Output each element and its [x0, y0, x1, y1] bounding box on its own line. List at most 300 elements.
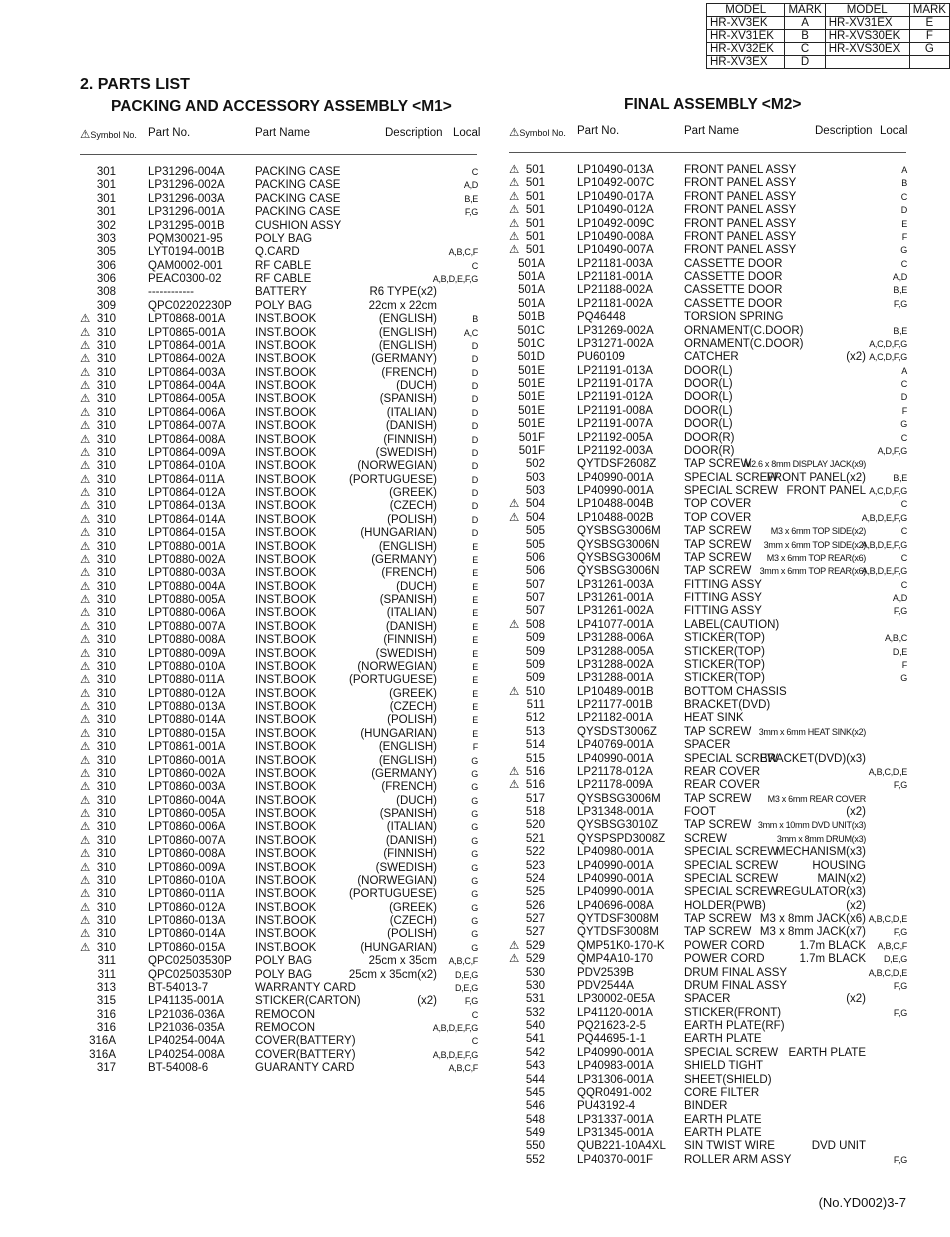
part-name-cell: INST.BOOK: [255, 326, 317, 339]
warning-icon: ⚠: [80, 888, 91, 901]
part-name-cell: DOOR(L): [684, 418, 733, 431]
table-row: [509, 271, 907, 284]
local-cell: E: [472, 648, 478, 659]
part-name-cell: DOOR(L): [684, 378, 733, 390]
part-name-cell: INST.BOOK: [255, 781, 317, 794]
table-row: [509, 378, 907, 391]
part-no-cell: LP21036-036A: [148, 1008, 225, 1021]
symbol-no-cell: 526: [525, 899, 545, 912]
symbol-no-cell: 311: [97, 968, 116, 981]
part-no-cell: LPT0860-004A: [148, 794, 226, 807]
symbol-no-cell: 310: [96, 834, 116, 847]
table-row: [80, 688, 478, 701]
part-name-cell: INST.BOOK: [255, 500, 317, 513]
description-cell: 3mm x 6mm HEAT SINK(x2): [758, 726, 866, 737]
symbol-no-cell: 509: [525, 632, 545, 645]
part-no-cell: QYSBSG3006M: [577, 792, 661, 805]
local-cell: D: [471, 447, 478, 458]
description-cell: 3mm x 6mm TOP REAR(x6): [759, 566, 866, 577]
part-no-cell: LPT0860-014A: [148, 928, 226, 941]
table-row: [80, 380, 478, 393]
symbol-no-cell: 531: [525, 993, 545, 1006]
local-cell: A: [901, 365, 907, 376]
part-no-cell: LP10488-002B: [577, 511, 654, 524]
warning-icon: ⚠: [509, 779, 520, 792]
local-cell: E: [472, 621, 478, 632]
part-name-cell: INST.BOOK: [255, 607, 317, 620]
table-row: [509, 913, 907, 926]
symbol-no-cell: 505: [525, 538, 545, 551]
local-cell: B,E: [464, 193, 478, 204]
local-cell: A,B,D,E,F,G: [861, 566, 907, 577]
warning-icon: ⚠: [509, 685, 520, 698]
local-cell: A,B,C: [884, 633, 907, 644]
table-row: [509, 231, 907, 244]
symbol-no-cell: 511: [526, 699, 545, 711]
part-no-cell: LP40254-008A: [148, 1048, 225, 1061]
description-cell: 3mm x 8mm DRUM(x3): [776, 833, 866, 844]
part-name-cell: INST.BOOK: [255, 473, 317, 486]
description-cell: (GERMANY): [371, 353, 437, 366]
local-cell: F,G: [893, 780, 907, 791]
symbol-no-cell: 501C: [517, 324, 545, 337]
symbol-no-cell: 310: [96, 915, 116, 927]
table-row: [509, 552, 907, 565]
warning-icon: ⚠: [509, 230, 520, 243]
model-cell: HR-XVS30EK: [825, 30, 909, 43]
part-name-cell: REAR COVER: [684, 779, 761, 792]
table-row: [80, 206, 478, 219]
description-cell: 25cm x 35cm(x2): [348, 968, 437, 981]
symbol-no-cell: 310: [96, 339, 116, 352]
local-cell: C: [900, 258, 907, 269]
part-no-cell: LPT0864-014A: [148, 513, 226, 526]
part-name-cell: INST.BOOK: [255, 660, 317, 673]
table-row: [509, 498, 907, 511]
table-row: [509, 900, 907, 913]
symbol-no-cell: 501F: [518, 444, 545, 457]
table-row: [80, 474, 478, 487]
local-cell: A,D: [463, 180, 478, 191]
table-row: [80, 1049, 478, 1062]
local-cell: E: [472, 635, 478, 646]
warning-icon: ⚠: [80, 487, 91, 499]
part-name-cell: TAP SCREW: [684, 551, 752, 564]
symbol-no-cell: 501: [525, 177, 545, 190]
right-col-symbol: [509, 125, 566, 139]
table-row: [509, 1140, 907, 1153]
part-name-cell: REMOCON: [255, 1022, 316, 1034]
part-name-cell: LABEL(CAUTION): [684, 618, 780, 631]
local-cell: D: [471, 381, 478, 391]
part-name-cell: INST.BOOK: [255, 834, 317, 847]
part-name-cell: CATCHER: [684, 351, 739, 364]
local-cell: C: [900, 432, 907, 443]
part-no-cell: LPT0880-001A: [148, 540, 226, 553]
part-name-cell: INST.BOOK: [255, 701, 317, 713]
symbol-no-cell: 518: [525, 806, 545, 818]
part-no-cell: QYTDSF3008M: [577, 926, 659, 939]
warning-icon: ⚠: [80, 339, 91, 352]
description-cell: (CZECH): [389, 915, 437, 927]
part-name-cell: STICKER(FRONT): [684, 1006, 782, 1019]
symbol-no-cell: 310: [96, 660, 116, 673]
part-name-cell: PACKING CASE: [255, 166, 341, 178]
part-no-cell: LPT0860-015A: [148, 941, 226, 954]
warning-icon: ⚠: [80, 674, 91, 687]
symbol-no-cell: 501F: [518, 431, 545, 444]
local-cell: F: [472, 742, 478, 753]
table-row: [80, 447, 478, 460]
part-name-cell: SPECIAL SCREW: [684, 752, 779, 765]
model-mark-table: [706, 3, 950, 69]
warning-icon: ⚠: [509, 164, 520, 176]
symbol-no-cell: 502: [525, 458, 545, 471]
symbol-no-cell: 301: [96, 192, 116, 205]
description-cell: (PORTUGUESE): [349, 674, 437, 687]
symbol-no-cell: 310: [96, 594, 116, 606]
table-row: [80, 367, 478, 380]
symbol-no-cell: 310: [96, 460, 116, 473]
local-cell: D,E,G: [454, 982, 478, 993]
table-row: [509, 458, 907, 471]
left-col-partno: Part No.: [148, 127, 191, 139]
local-cell: A,C,D,F,G: [869, 486, 907, 496]
part-name-cell: TOP COVER: [684, 511, 752, 524]
local-cell: F: [901, 405, 907, 416]
table-row: [509, 432, 907, 445]
symbol-no-cell: 316: [96, 1022, 116, 1034]
left-header-rule: [80, 154, 477, 155]
table-row: [509, 806, 907, 819]
warning-icon: ⚠: [80, 580, 91, 593]
part-no-cell: LP31296-003A: [148, 192, 225, 205]
part-name-cell: TAP SCREW: [684, 926, 752, 939]
local-cell: G: [471, 929, 478, 940]
warning-icon: ⚠: [80, 567, 91, 580]
description-cell: FRONT PANEL: [786, 485, 866, 497]
table-row: [80, 755, 478, 768]
local-cell: A,B,D,E,F,G: [432, 274, 478, 284]
table-row: [509, 1074, 907, 1087]
part-no-cell: LP21036-035A: [148, 1022, 225, 1034]
description-cell: BRACKET(DVD)(x3): [759, 752, 866, 765]
part-name-cell: FOOT: [684, 806, 716, 818]
table-row: [80, 340, 478, 353]
symbol-no-cell: 543: [525, 1060, 545, 1073]
part-no-cell: LP31261-003A: [577, 578, 654, 591]
symbol-no-cell: 514: [525, 739, 545, 752]
local-cell: B: [472, 314, 478, 325]
table-row: [80, 621, 478, 634]
local-cell: G: [471, 889, 478, 900]
part-no-cell: LPT0880-010A: [148, 660, 226, 673]
part-no-cell: LP10490-013A: [577, 164, 654, 176]
part-name-cell: INST.BOOK: [255, 928, 317, 941]
table-row: [509, 819, 907, 832]
description-cell: (GREEK): [389, 901, 437, 914]
part-name-cell: INST.BOOK: [255, 794, 317, 807]
symbol-no-cell: 310: [96, 687, 116, 700]
table-row: [509, 779, 907, 792]
description-cell: (ENGLISH): [378, 326, 437, 339]
local-cell: C: [900, 579, 907, 590]
symbol-no-cell: 509: [525, 645, 545, 658]
symbol-no-cell: 501B: [518, 311, 545, 324]
part-name-cell: PACKING CASE: [255, 192, 341, 205]
symbol-no-cell: 310: [96, 888, 116, 901]
warning-icon: ⚠: [80, 313, 91, 326]
part-no-cell: LPT0860-002A: [148, 767, 226, 780]
part-name-cell: INST.BOOK: [255, 634, 317, 647]
part-name-cell: HOLDER(PWB): [684, 899, 766, 912]
table-row: [80, 434, 478, 447]
description-cell: MECHANISM(x3): [775, 846, 866, 859]
local-cell: C: [471, 260, 478, 271]
right-header-rule: [509, 152, 906, 153]
local-cell: D: [471, 434, 478, 445]
table-row: [80, 955, 478, 968]
description-cell: (SPANISH): [379, 393, 437, 406]
table-row: [80, 888, 478, 901]
symbol-no-cell: 501C: [517, 337, 545, 350]
local-cell: C: [471, 167, 478, 177]
table-row: [509, 204, 907, 217]
symbol-no-cell: 525: [525, 886, 545, 899]
part-name-cell: INST.BOOK: [255, 754, 317, 767]
table-row: [509, 605, 907, 618]
table-row: [80, 527, 478, 540]
part-name-cell: EARTH PLATE(RF): [684, 1020, 785, 1032]
symbol-no-cell: 507: [525, 592, 545, 604]
part-no-cell: ------------: [148, 286, 194, 299]
local-cell: D: [471, 340, 478, 351]
description-cell: M3 x 6mm TOP REAR(x6): [766, 552, 866, 563]
symbol-no-cell: 310: [96, 647, 116, 660]
description-cell: (CZECH): [389, 701, 437, 713]
part-name-cell: INST.BOOK: [255, 433, 317, 446]
warning-icon: ⚠: [80, 513, 91, 526]
part-no-cell: LPT0880-013A: [148, 701, 226, 713]
part-no-cell: LP40990-001A: [577, 872, 654, 885]
part-name-cell: INST.BOOK: [255, 339, 317, 352]
part-name-cell: FITTING ASSY: [684, 578, 762, 591]
local-cell: G: [900, 419, 907, 430]
warning-icon: ⚠: [509, 939, 520, 952]
table-row: [509, 1047, 907, 1060]
part-name-cell: DOOR(L): [684, 391, 733, 404]
description-cell: (SPANISH): [379, 808, 437, 820]
table-row: [80, 514, 478, 527]
table-row: [509, 485, 907, 498]
table-row: [509, 886, 907, 899]
symbol-no-cell: 310: [96, 741, 116, 754]
model-cell: HR-XVS30EX: [825, 43, 909, 56]
table-row: [80, 902, 478, 915]
symbol-no-cell: 310: [96, 446, 116, 459]
part-no-cell: LP40983-001A: [577, 1060, 654, 1073]
warning-icon: ⚠: [509, 177, 520, 190]
part-no-cell: PU60109: [577, 351, 625, 364]
part-no-cell: QPC02503530P: [148, 955, 232, 968]
part-no-cell: LP21191-008A: [577, 404, 653, 417]
table-row: [80, 313, 478, 326]
warning-icon: ⚠: [80, 393, 91, 406]
table-row: [80, 460, 478, 473]
local-cell: A,D,F,G: [877, 445, 907, 456]
part-name-cell: POLY BAG: [255, 232, 313, 245]
description-cell: (SWEDISH): [375, 446, 437, 459]
part-no-cell: LPT0864-010A: [148, 460, 226, 473]
right-col-partname: Part Name: [684, 125, 739, 137]
symbol-no-cell: 301: [96, 206, 116, 219]
symbol-no-cell: 530: [525, 979, 545, 992]
description-cell: (x2): [846, 993, 866, 1006]
part-name-cell: ROLLER ARM ASSY: [684, 1153, 792, 1166]
table-row: [509, 833, 907, 846]
table-row: [80, 233, 478, 246]
part-no-cell: PQM30021-95: [148, 232, 223, 245]
description-cell: (FRENCH): [381, 366, 437, 379]
part-no-cell: LPT0880-007A: [148, 620, 226, 633]
description-cell: (GREEK): [389, 687, 437, 700]
description-cell: (ENGLISH): [378, 339, 437, 352]
local-cell: A,B,C,D,E: [868, 766, 907, 777]
part-name-cell: WARRANTY CARD: [255, 981, 356, 994]
part-name-cell: TORSION SPRING: [684, 311, 784, 324]
part-no-cell: LP21191-017A: [577, 378, 653, 390]
local-cell: E: [472, 554, 478, 565]
table-row: [80, 1022, 478, 1035]
table-row: [509, 164, 907, 177]
symbol-no-cell: 310: [96, 808, 116, 820]
table-row: [80, 969, 478, 982]
symbol-no-cell: 501: [525, 164, 545, 176]
warning-icon: ⚠: [80, 634, 91, 647]
part-no-cell: LP31288-002A: [577, 658, 654, 671]
table-row: [509, 298, 907, 311]
symbol-no-cell: 316A: [89, 1048, 116, 1061]
model-cell: [825, 56, 909, 69]
local-cell: A,B,D,E,F,G: [432, 1023, 478, 1033]
symbol-no-cell: 301: [96, 179, 116, 192]
symbol-no-cell: 507: [525, 578, 545, 591]
left-section-title: PACKING AND ACCESSORY ASSEMBLY <M1>: [111, 98, 452, 115]
part-no-cell: LP21191-007A: [577, 418, 653, 431]
description-cell: (x2): [417, 995, 437, 1008]
table-row: [80, 821, 478, 834]
model-header: MODEL: [825, 4, 909, 17]
part-name-cell: SPECIAL SCREW: [684, 846, 779, 859]
description-cell: (HUNGARIAN): [360, 941, 437, 954]
symbol-no-cell: 316A: [89, 1035, 116, 1048]
symbol-no-cell: 520: [525, 819, 545, 832]
warning-icon: ⚠: [80, 834, 91, 847]
warning-icon: ⚠: [80, 420, 91, 433]
part-name-cell: GUARANTY CARD: [255, 1062, 355, 1075]
part-name-cell: INST.BOOK: [255, 446, 317, 459]
part-no-cell: QYSPSPD3008Z: [577, 832, 666, 845]
local-cell: A,B,C,F: [448, 247, 478, 258]
local-cell: A,C,D,F,G: [869, 352, 907, 363]
symbol-no-cell: 310: [96, 513, 116, 526]
mark-cell: A: [785, 17, 825, 30]
symbol-no-cell: 303: [96, 232, 116, 245]
table-row: [509, 846, 907, 859]
local-cell: C: [900, 379, 907, 389]
part-name-cell: CASSETTE DOOR: [684, 271, 783, 283]
part-name-cell: SPECIAL SCREW: [684, 859, 779, 872]
symbol-no-cell: 523: [525, 859, 545, 872]
table-row: [80, 220, 478, 233]
symbol-no-cell: 529: [525, 939, 545, 952]
model-table-header: [707, 4, 950, 17]
symbol-no-cell: 546: [525, 1100, 545, 1113]
warning-icon: ⚠: [80, 500, 91, 513]
description-cell: (HUNGARIAN): [360, 727, 437, 740]
description-cell: EARTH PLATE: [788, 1046, 866, 1059]
symbol-no-cell: 305: [96, 246, 116, 259]
part-no-cell: LP40990-001A: [577, 886, 654, 899]
part-name-cell: INST.BOOK: [255, 393, 317, 406]
symbol-no-cell: 311: [97, 955, 116, 968]
table-row: [509, 338, 907, 351]
table-row: [80, 875, 478, 888]
symbol-no-cell: 544: [525, 1073, 545, 1086]
part-no-cell: LP21177-001B: [577, 699, 653, 711]
table-row: [509, 873, 907, 886]
local-cell: F: [901, 231, 907, 242]
mark-cell: C: [785, 43, 825, 56]
part-no-cell: PQ44695-1-1: [577, 1033, 647, 1046]
table-row: [80, 407, 478, 420]
part-name-cell: FRONT PANEL ASSY: [684, 230, 797, 243]
part-no-cell: LPT0864-015A: [148, 527, 226, 540]
part-name-cell: INST.BOOK: [255, 874, 317, 887]
part-no-cell: LP40769-001A: [577, 739, 654, 752]
table-row: [509, 860, 907, 873]
part-name-cell: POLY BAG: [255, 955, 313, 968]
model-table-row: [707, 30, 950, 43]
part-no-cell: QYSBSG3006M: [577, 525, 661, 538]
part-name-cell: SHEET(SHIELD): [684, 1073, 772, 1086]
symbol-no-cell: 316: [96, 1008, 116, 1021]
symbol-no-cell: 548: [525, 1113, 545, 1126]
description-cell: (DUCH): [396, 380, 437, 392]
description-cell: (x2): [846, 351, 866, 364]
local-cell: D: [900, 205, 907, 216]
table-row: [80, 581, 478, 594]
mark-cell: E: [909, 17, 949, 30]
model-cell: HR-XV31EX: [825, 17, 909, 30]
description-cell: (FRENCH): [381, 781, 437, 794]
mark-cell: B: [785, 30, 825, 43]
table-row: [509, 177, 907, 190]
part-no-cell: LPT0880-005A: [148, 594, 226, 606]
part-no-cell: LPT0860-009A: [148, 861, 226, 874]
local-cell: F,G: [464, 996, 478, 1007]
local-cell: A,B,C,D,E: [868, 914, 907, 924]
part-no-cell: QYSBSG3006N: [577, 538, 660, 551]
local-cell: A,B,D,E,F,G: [861, 539, 907, 550]
description-cell: 25cm x 35cm: [368, 955, 437, 968]
part-no-cell: LP40990-001A: [577, 1046, 654, 1059]
local-cell: E: [472, 675, 478, 686]
left-col-symbol: [80, 127, 137, 141]
part-no-cell: QAM0002-001: [148, 259, 223, 272]
table-row: [509, 565, 907, 578]
description-cell: (HUNGARIAN): [360, 527, 437, 540]
